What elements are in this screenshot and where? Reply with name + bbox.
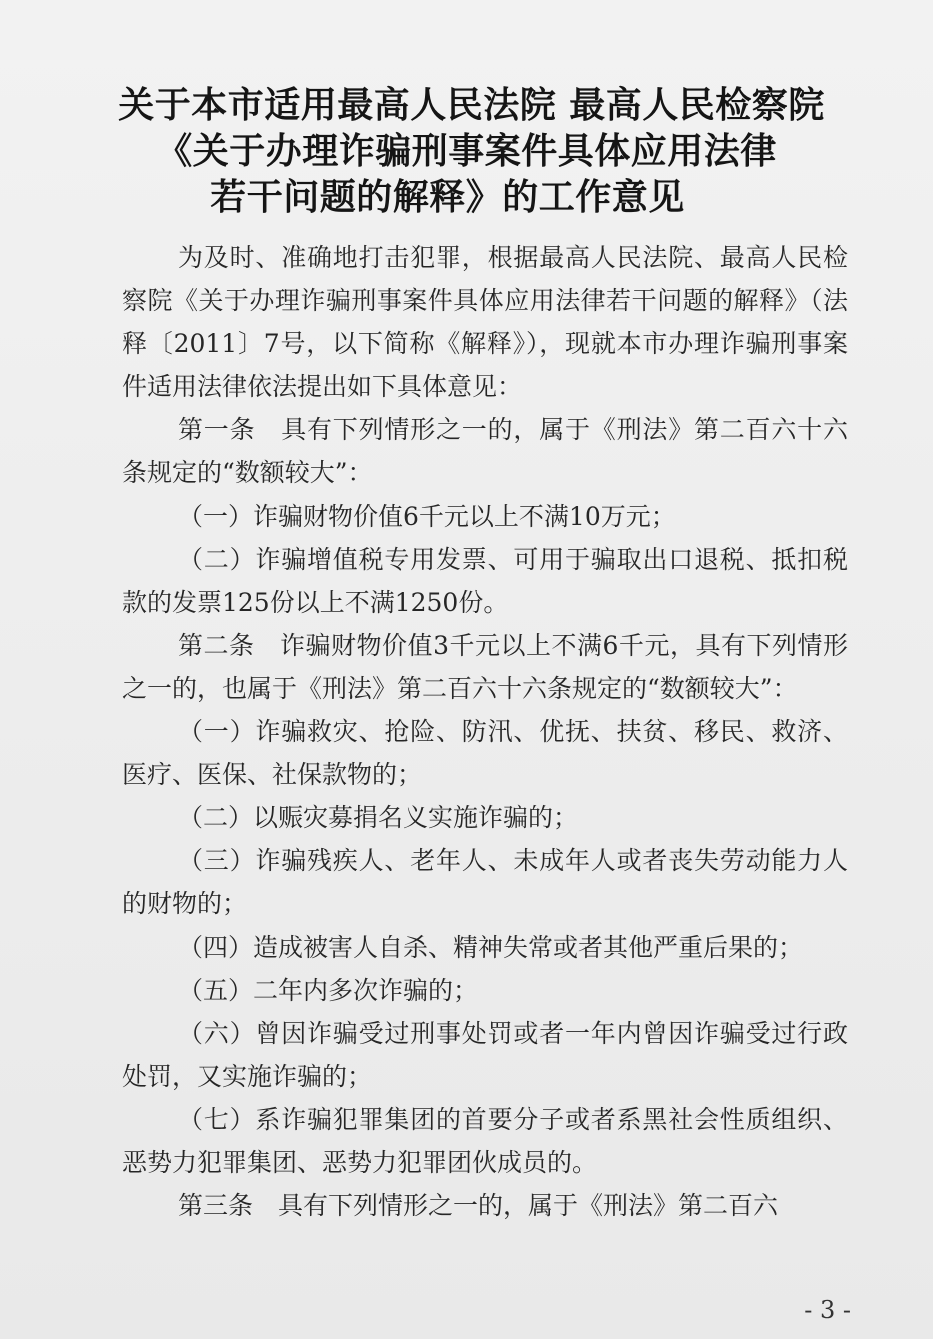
intro-paragraph: 为及时、准确地打击犯罪，根据最高人民法院、最高人民检察院《关于办理诈骗刑事案件具体应用法律若干问题的解释》（法释〔2011〕7号，以下简称《解释》），现就本市办理诈骗刑事案件适用法律依法提出如下具体意见：	[122, 243, 848, 402]
article-2-item-6: （六）曾因诈骗受过刑事处罚或者一年内曾因诈骗受过行政处罚，又实施诈骗的；	[122, 1018, 848, 1091]
article-2-item-2: （二）以赈灾募捐名义实施诈骗的；	[178, 803, 579, 833]
article-2-item-4: （四）造成被害人自杀、精神失常或者其他严重后果的；	[178, 932, 804, 962]
article-2-item-5: （五）二年内多次诈骗的；	[178, 975, 479, 1005]
document-title	[0, 82, 933, 220]
title-line: 关于本市适用最高人民法院 最高人民检察院	[118, 84, 825, 126]
article-3: 第三条 具有下列情形之一的，属于《刑法》第二百六	[178, 1191, 779, 1221]
page-number: - 3 -	[804, 1296, 851, 1324]
title-line: 《关于办理诈骗刑事案件具体应用法律	[156, 130, 777, 172]
article-1-item-1: （一）诈骗财物价值6千元以上不满10万元；	[178, 501, 676, 531]
article-2-item-1: （一）诈骗救灾、抢险、防汛、优抚、扶贫、移民、救济、医疗、医保、社保款物的；	[122, 717, 848, 790]
article-2: 第二条 诈骗财物价值3千元以上不满6千元，具有下列情形之一的，也属于《刑法》第二百六十六条规定的“数额较大”：	[122, 630, 848, 703]
article-1-item-2: （二）诈骗增值税专用发票、可用于骗取出口退税、抵扣税款的发票125份以上不满1250份。	[122, 544, 848, 617]
article-1: 第一条 具有下列情形之一的，属于《刑法》第二百六十六条规定的“数额较大”：	[122, 415, 848, 488]
title-line: 若干问题的解释》的工作意见	[210, 176, 685, 218]
article-2-item-3: （三）诈骗残疾人、老年人、未成年人或者丧失劳动能力人的财物的；	[122, 846, 848, 919]
document-body	[122, 236, 848, 1227]
article-2-item-7: （七）系诈骗犯罪集团的首要分子或者系黑社会性质组织、恶势力犯罪集团、恶势力犯罪团伙成员的。	[122, 1104, 848, 1177]
